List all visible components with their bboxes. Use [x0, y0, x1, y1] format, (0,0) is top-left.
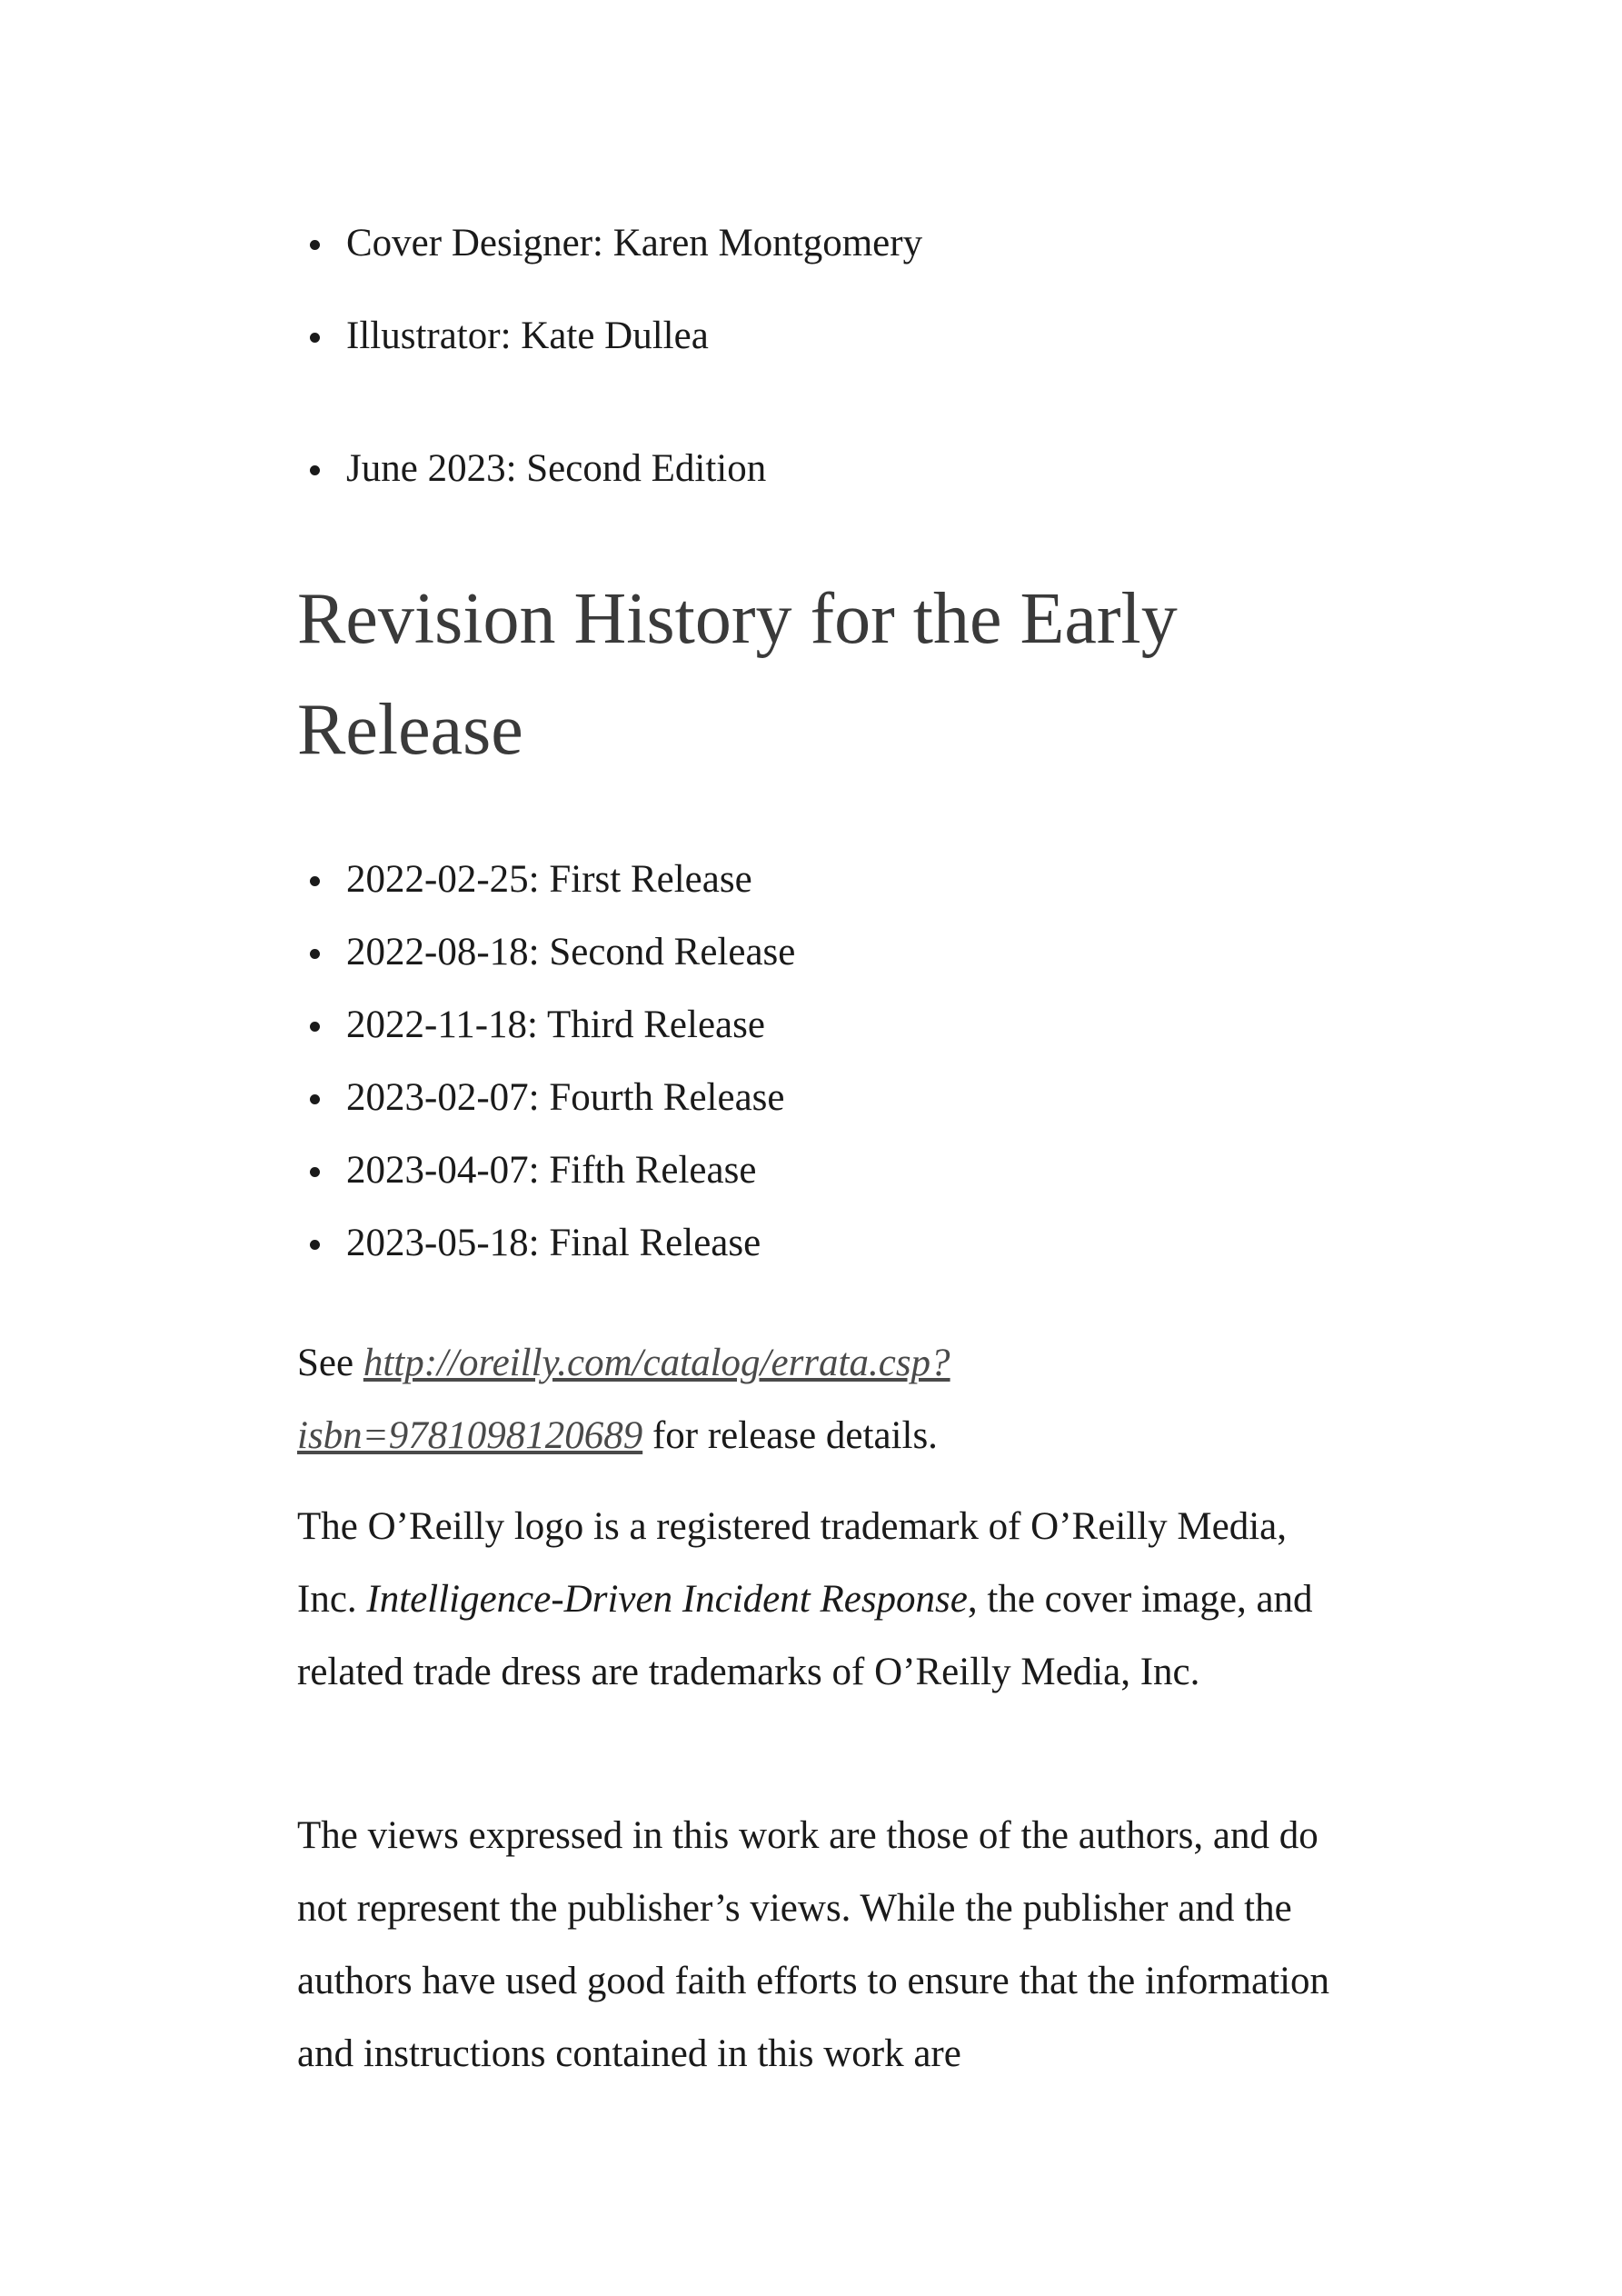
bullet-icon: [310, 876, 320, 886]
revision-item: 2023-05-18: Final Release: [346, 1222, 761, 1264]
edition-label: June 2023: Second Edition: [346, 447, 767, 490]
errata-link-line2: isbn=9781098120689: [297, 1414, 643, 1457]
errata-suffix: for release details.: [642, 1414, 938, 1457]
revision-history-heading: Revision History for the Early Release: [297, 579, 1178, 770]
errata-prefix: See: [297, 1342, 363, 1384]
bullet-icon: [310, 240, 320, 250]
list-item: [297, 858, 795, 902]
list-item: [297, 1076, 795, 1120]
revision-item: 2022-11-18: Third Release: [346, 1003, 765, 1046]
views-paragraph: The views expressed in this work are those of the authors, and do not represent the publisher’s views. While the publisher and the authors have used good faith efforts to ensure that the information and instructions contained in this work are: [297, 1814, 1330, 2075]
credit-illustrator: Illustrator: Kate Dullea: [346, 314, 709, 357]
bullet-icon: [310, 465, 320, 475]
credits-list: [297, 222, 922, 358]
list-item: [297, 314, 922, 358]
bullet-icon: [310, 333, 320, 343]
bullet-icon: [310, 1240, 320, 1250]
bullet-icon: [310, 1094, 320, 1104]
credit-cover-designer: Cover Designer: Karen Montgomery: [346, 222, 923, 265]
revision-item: 2023-02-07: Fourth Release: [346, 1076, 785, 1119]
bullet-icon: [310, 949, 320, 959]
trademark-paragraph: [297, 1491, 1351, 1709]
revision-item: 2023-04-07: Fifth Release: [346, 1149, 757, 1192]
bullet-icon: [310, 1167, 320, 1177]
revision-item: 2022-02-25: First Release: [346, 858, 752, 901]
book-title: Intelligence-Driven Incident Response: [366, 1578, 968, 1621]
list-item: [297, 1149, 795, 1193]
edition-list: [297, 447, 766, 491]
bullet-icon: [310, 1022, 320, 1032]
list-item: [297, 1222, 795, 1265]
list-item: [297, 447, 766, 491]
revision-list: [297, 858, 795, 1265]
list-item: [297, 931, 795, 974]
list-item: [297, 1003, 795, 1047]
revision-item: 2022-08-18: Second Release: [346, 931, 796, 973]
list-item: [297, 222, 922, 265]
errata-paragraph: [297, 1327, 1351, 1472]
errata-link-line1: http://oreilly.com/catalog/errata.csp?: [363, 1342, 950, 1384]
trademark-text-1: The O’Reilly logo is a registered trademark of O’Reilly Media, Inc.: [297, 1505, 1288, 1621]
trademark-text-2: , the cover image, and related trade dress are trademarks of O’Reilly Media, Inc.: [297, 1578, 1313, 1693]
